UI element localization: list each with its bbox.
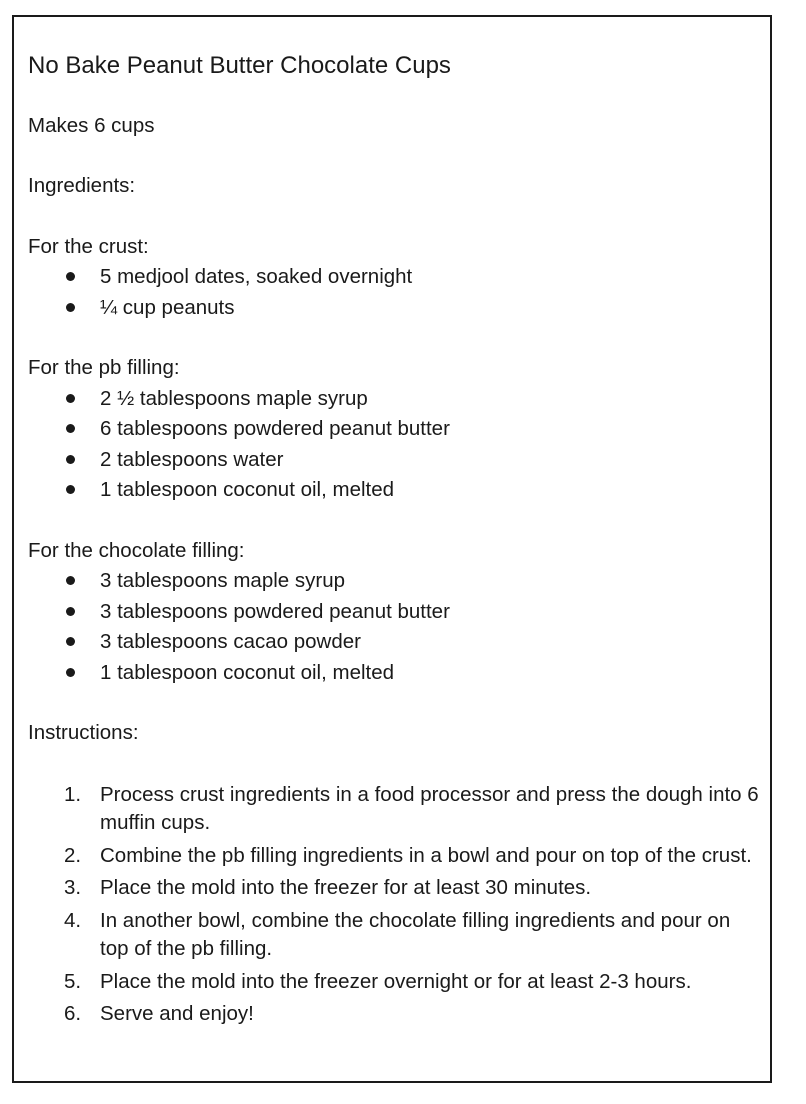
ingredient-text: 1 tablespoon coconut oil, melted xyxy=(100,478,395,501)
step-number: 3. xyxy=(64,876,82,899)
step-number: 6. xyxy=(64,1002,82,1025)
list-item xyxy=(28,597,760,628)
bullet-icon xyxy=(66,424,75,433)
bullet-icon xyxy=(66,394,75,403)
recipe-content xyxy=(28,49,760,1033)
bullet-icon xyxy=(66,668,75,677)
step-text: In another bowl, combine the chocolate filling ingredients and pour on top of the pb filling. xyxy=(100,908,731,960)
recipe-title: No Bake Peanut Butter Chocolate Cups xyxy=(28,52,451,79)
ingredients-heading: Ingredients: xyxy=(28,174,136,197)
list-item xyxy=(28,475,760,506)
list-item xyxy=(28,1000,760,1029)
ingredient-text: 2 tablespoons water xyxy=(100,447,284,471)
recipe-yield: Makes 6 cups xyxy=(28,114,155,137)
recipe-frame xyxy=(12,15,772,1083)
list-item xyxy=(28,968,760,997)
step-text: Process crust ingredients in a food processor and press the dough into 6 muffin cups. xyxy=(100,782,759,834)
ingredient-text: ¼ cup peanuts xyxy=(100,295,235,319)
list-item xyxy=(28,445,760,476)
bullet-icon xyxy=(66,607,75,616)
list-item xyxy=(28,658,760,689)
list-item xyxy=(28,842,760,871)
ingredient-text: 2 ½ tablespoons maple syrup xyxy=(100,386,368,410)
step-number: 2. xyxy=(64,843,82,867)
list-item xyxy=(28,781,760,838)
ingredient-text: 1 tablespoon coconut oil, melted xyxy=(100,660,395,684)
step-number: 1. xyxy=(64,782,82,806)
ingredient-text: 3 tablespoons cacao powder xyxy=(100,630,361,653)
ingredient-text: 5 medjool dates, soaked overnight xyxy=(100,265,413,288)
bullet-icon xyxy=(66,576,75,585)
crust-section-label: For the crust: xyxy=(28,234,149,258)
list-item xyxy=(28,262,760,293)
instructions-heading: Instructions: xyxy=(28,721,139,744)
instruction-steps xyxy=(28,781,760,1029)
step-text: Place the mold into the freezer for at least 30 minutes. xyxy=(100,876,592,899)
step-text: Place the mold into the freezer overnight or for at least 2-3 hours. xyxy=(100,969,692,993)
chocolate-filling-section-label: For the chocolate filling: xyxy=(28,538,245,562)
ingredient-text: 3 tablespoons maple syrup xyxy=(100,569,346,592)
list-item xyxy=(28,293,760,324)
list-item xyxy=(28,384,760,415)
bullet-icon xyxy=(66,272,75,281)
pb-filling-section-label: For the pb filling: xyxy=(28,356,180,379)
ingredient-text: 3 tablespoons powdered peanut butter xyxy=(100,599,450,623)
step-number: 5. xyxy=(64,969,82,993)
bullet-icon xyxy=(66,485,75,494)
list-item xyxy=(28,907,760,964)
bullet-icon xyxy=(66,637,75,646)
crust-ingredient-list xyxy=(28,262,760,323)
ingredient-text: 6 tablespoons powdered peanut butter xyxy=(100,417,450,440)
list-item xyxy=(28,874,760,903)
pb-filling-ingredient-list xyxy=(28,384,760,506)
list-item xyxy=(28,566,760,597)
chocolate-filling-ingredient-list xyxy=(28,566,760,688)
step-text: Serve and enjoy! xyxy=(100,1002,254,1025)
step-text: Combine the pb filling ingredients in a bowl and pour on top of the crust. xyxy=(100,843,752,867)
list-item xyxy=(28,627,760,658)
bullet-icon xyxy=(66,303,75,312)
bullet-icon xyxy=(66,455,75,464)
step-number: 4. xyxy=(64,908,82,932)
list-item xyxy=(28,414,760,445)
